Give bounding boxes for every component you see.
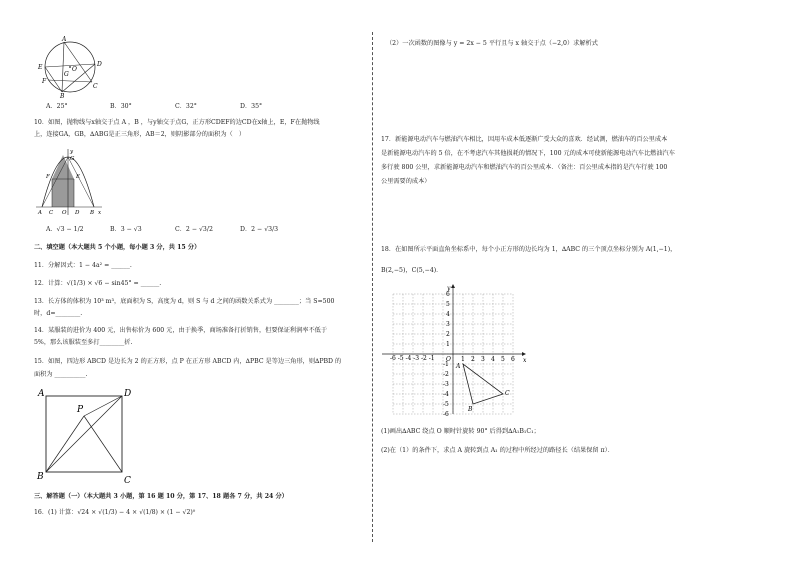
q10-label: C (49, 210, 54, 216)
q18-coordinate-grid (380, 284, 530, 418)
q18-x-tick-label: 1 (461, 356, 465, 363)
q18-y-tick-label: 1 (446, 341, 450, 348)
q14-text-line2: 5%，那么该服装至多打________折. (34, 339, 133, 346)
q18-y-tick-label: -1 (443, 361, 449, 368)
q10-option-c: C．2 − √3/2 (175, 226, 213, 233)
q18-y-tick-label: -6 (443, 411, 449, 418)
q10-label: G (70, 156, 75, 162)
q18-x-tick-label: 2 (471, 356, 475, 363)
q14-text-line1: 14．某服装的进价为 400 元，出售标价为 600 元，由于换季，商场准备打折销售，但要保证利润率不低于 (34, 327, 328, 334)
q18-text-line1: 18．在如图所示平面直角坐标系中，每个小正方形的边长均为 1，∆ABC 的三个顶点坐标分别为 A(1,−1)， (381, 246, 677, 253)
q18-y-tick-label: -3 (443, 381, 449, 388)
q9-option-a: A．25° (46, 103, 68, 110)
q18-x-tick-label: 3 (481, 356, 485, 363)
q18-y-tick-label: -2 (443, 371, 449, 378)
q18-y-tick-label: 6 (446, 291, 450, 298)
q18-x-tick-label: 5 (501, 356, 505, 363)
q18-origin-label: O (446, 356, 451, 363)
q9-label: E (38, 64, 43, 71)
q18-y-tick-label: 5 (446, 301, 450, 308)
q10-label: y (70, 149, 74, 155)
q18-part2-text: (2)在（1）的条件下，求点 A 旋转到点 A₁ 的过程中所经过的路径长（结果保留 π）． (381, 447, 614, 454)
q15-text-line1: 15．如图，四边形 ABCD 是边长为 2 的正方形，点 P 在正方形 ABCD 内，∆PBC 是等边三角形，则∆PBD 的 (34, 358, 342, 365)
q10-option-d: D．2 − √3/3 (240, 226, 279, 233)
column-divider (372, 32, 373, 542)
q11-text: 11．分解因式：1 − 4a² = ______. (34, 262, 132, 269)
q9-label: B (60, 93, 65, 98)
q10-label: A (38, 210, 42, 216)
q10-option-b: B．3 − √3 (110, 226, 142, 233)
q10-option-a: A．√3 − 1/2 (46, 226, 84, 233)
q15-text-line2: 面积为 __________. (34, 371, 88, 378)
q15-label: D (124, 389, 132, 399)
q9-circle-figure (34, 36, 114, 98)
q10-label: B (90, 210, 95, 216)
q18-part1-text: (1)画出∆ABC 绕点 O 顺时针旋转 90° 后得到∆A₁B₁C₁； (381, 428, 540, 435)
q18-y-tick-label: 2 (446, 331, 450, 338)
q9-label: F (42, 78, 47, 85)
q10-parabola-graph (34, 145, 104, 217)
q10-label: x (98, 210, 102, 216)
q18-x-tick-label: 4 (491, 356, 495, 363)
q17-text-line1: 17．新能源电动汽车与燃油汽车相比，因用车成本低逐渐广受大众的喜欢．经试测，燃油车的百公里成本 (381, 136, 668, 143)
q18-y-tick-label: -5 (443, 401, 449, 408)
q9-label: A (62, 36, 67, 43)
q15-label: B (37, 472, 44, 482)
q10-label: O (62, 210, 67, 216)
q10-label: F (46, 174, 50, 180)
q18-x-axis-label: x (523, 357, 527, 364)
q18-y-tick-label: 4 (446, 311, 450, 318)
q10-text-line2: 上，连接GA，GB，∆ABG是正三角形，AB＝2，则阴影部分的面积为（ ） (34, 131, 246, 138)
q15-label: P (77, 405, 84, 415)
section3-title: 三、解答题（一）（本大题共 3 小题，第 16 题 10 分，第 17、18 题各 7 分，共 24 分） (34, 493, 288, 500)
q18-text-line2: B(2,−5)，C(5,−4)． (381, 267, 443, 274)
q15-label: A (38, 389, 45, 399)
section2-title: 二、填空题（本大题共 5 个小题，每小题 3 分，共 15 分） (34, 244, 201, 251)
q18-point-c: C (505, 390, 510, 397)
q18-x-neg-ticks: -6 -5 -4 -3 -2 -1 (390, 355, 435, 362)
q10-text-line1: 10．如图，抛物线与x轴交于点 A ，B ，与y轴交于点G，正方形CDEF的边CD在x轴上，E，F在抛物线 (34, 119, 320, 126)
q18-point-a: A (456, 363, 461, 370)
q10-label: D (75, 210, 80, 216)
q12-text: 12．计算：√(1/3) × √6 − sin45° = ______. (34, 280, 162, 287)
q16-text: 16．(1) 计算：√24 × √(1/3) − 4 × √(1/8) × (1 − √2)⁰ (34, 509, 196, 516)
q13-text-line2: 时，d=________. (34, 310, 83, 317)
q17-text-line4: 公里需要的成本） (381, 178, 431, 185)
q9-label: O (72, 66, 77, 73)
q18-y-tick-label: 3 (446, 321, 450, 328)
q9-label: D (97, 61, 102, 68)
q18-y-axis-label: y (447, 285, 451, 292)
q9-option-b: B．30° (110, 103, 132, 110)
q9-option-d: D．35° (240, 103, 263, 110)
q17-text-line3: 多行驶 800 公里，求新能源电动汽车和燃油汽车的百公里成本．（备注：百公里成本指的是汽车行驶 100 (381, 164, 668, 171)
q15-label: C (124, 476, 131, 486)
q18-x-tick-label: 6 (511, 356, 515, 363)
q18-y-tick-label: -4 (443, 391, 449, 398)
q9-option-c: C．32° (175, 103, 197, 110)
q9-label: G (64, 71, 69, 78)
q13-text-line1: 13．长方体的体积为 10³ m³，底面积为 S，高度为 d，则 S 与 d 之间的函数关系式为 ________；当 S=500 (34, 298, 335, 305)
q15-square-figure (36, 386, 136, 486)
q17-text-line2: 是新能源电动汽车的 5 倍，在不考虑汽车其他损耗的情况下，100 元的成本可使新能源电动汽车比燃油汽车 (381, 150, 675, 157)
q9-label: C (93, 83, 98, 90)
q18-point-b: B (468, 406, 473, 413)
q16-part2-text: （2）一次函数的图像与 y = 2x − 5 平行且与 x 轴交于点（−2,0）求解析式 (386, 40, 598, 47)
q10-label: E (76, 174, 81, 180)
